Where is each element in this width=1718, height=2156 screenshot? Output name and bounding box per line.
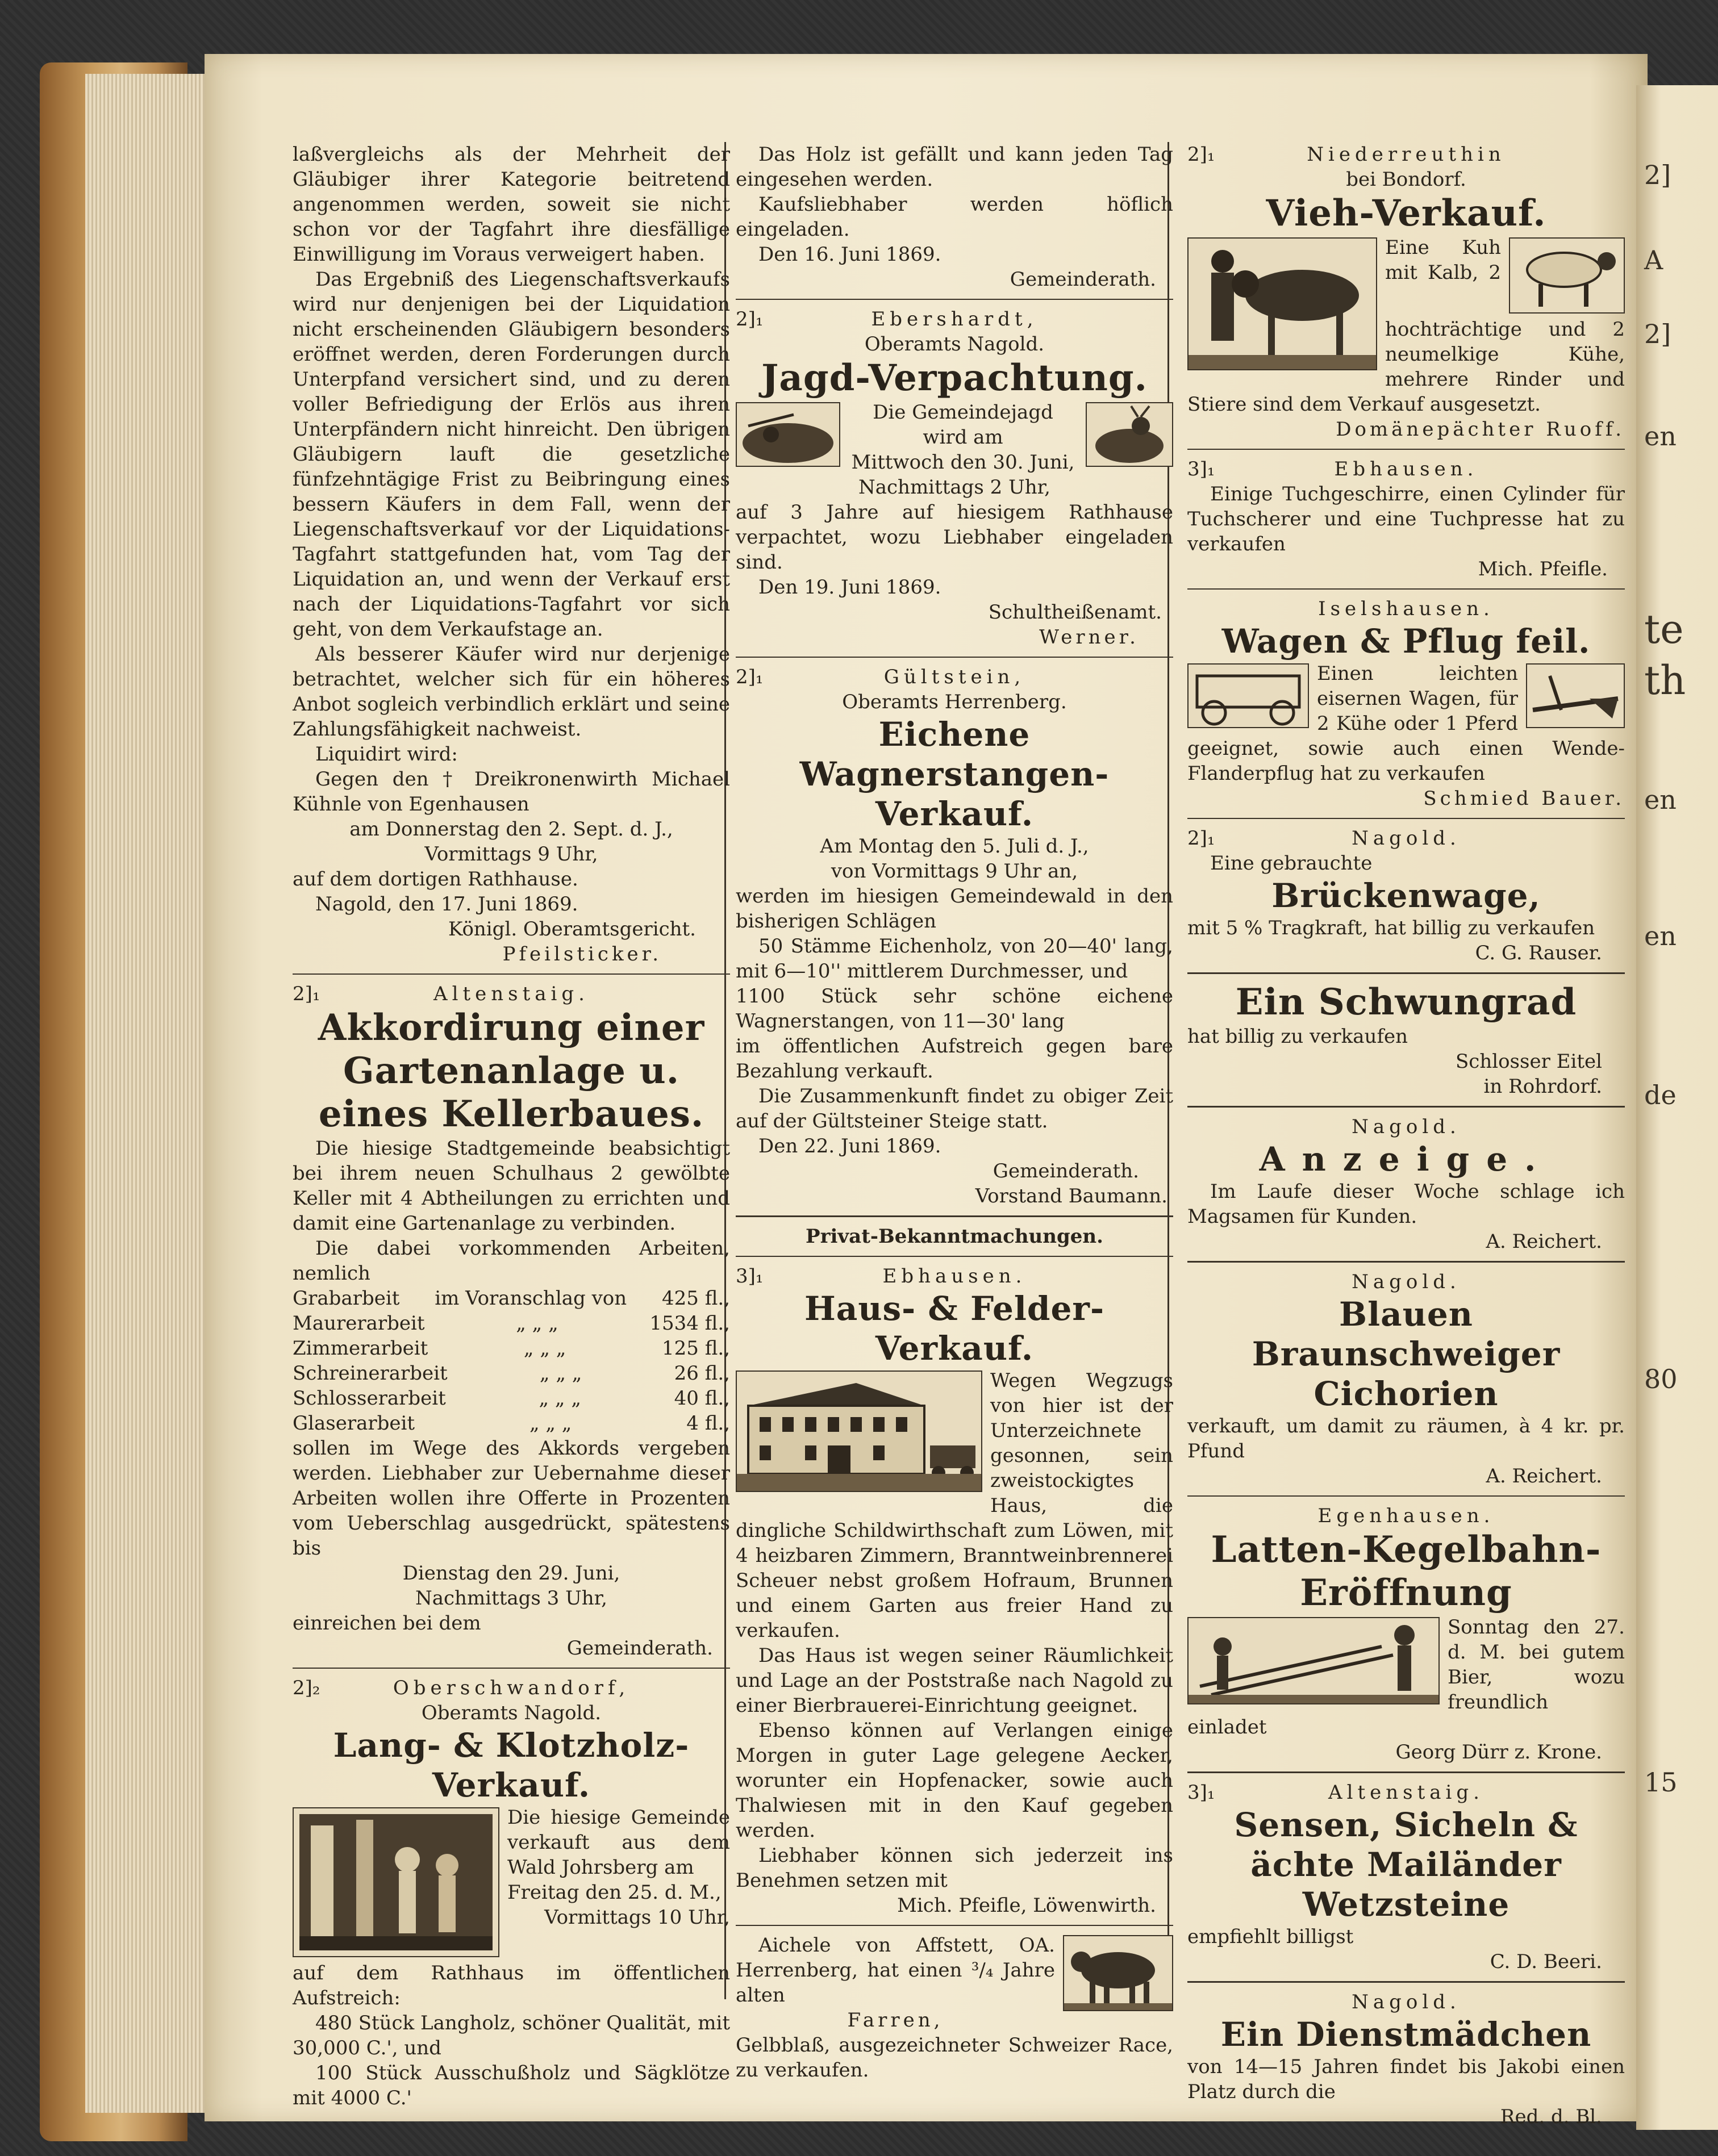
ad-subtitle: Oberamts Nagold.: [864, 333, 1045, 356]
ad-number: 2]₁: [736, 666, 764, 688]
woodcut-house-image: [736, 1371, 982, 1492]
estimate-label: „ „ „: [529, 1412, 572, 1435]
ad-wagnerstangen: [736, 665, 1173, 1209]
estimate-label: „ „ „: [539, 1387, 581, 1410]
column-3: [1187, 142, 1625, 2128]
signature: C. G. Rauser.: [1475, 942, 1602, 964]
divider: [736, 1925, 1173, 1926]
ad-title: Ein Dienstmädchen: [1220, 2015, 1592, 2054]
estimate-label: im Voranschlag von: [435, 1287, 627, 1310]
paragraph: werden im hiesigen Gemeindewald in den bisherigen Schlägen: [736, 885, 1173, 933]
paragraph: im öffentlichen Aufstreich gegen bare Bezahlung verkauft.: [736, 1035, 1173, 1083]
next-page-fragment: en: [1644, 921, 1677, 951]
ad-place: Iselshausen.: [1318, 598, 1494, 620]
ad-place: Egenhausen.: [1317, 1505, 1495, 1527]
paragraph: hat billig zu verkaufen: [1187, 1025, 1408, 1048]
woodcut-bowling-image: [1187, 1617, 1440, 1704]
item-line: 1100 Stück sehr schöne eichene Wagnerstangen, von 11—30' lang: [736, 985, 1173, 1033]
cost-value: 40 fl.,: [674, 1387, 730, 1410]
woodcut-wagon-image: [1187, 663, 1309, 728]
ad-title: Eichene Wagnerstangen-Verkauf.: [799, 715, 1110, 833]
ad-number: 3]₁: [1187, 458, 1215, 480]
estimate-label: „ „ „: [516, 1312, 558, 1335]
ad-title: Sensen, Sicheln & ächte Mailänder Wetzsteine: [1234, 1806, 1578, 1924]
divider: [1187, 1771, 1625, 1773]
divider: [1187, 449, 1625, 450]
date-line: Den 22. Juni 1869.: [758, 1135, 941, 1158]
ad-number: 3]₁: [1187, 1781, 1215, 1804]
cost-value: 1534 fl.,: [649, 1312, 730, 1335]
time-line: Nachmittags 2 Uhr,: [858, 476, 1050, 499]
ad-number: 2]₁: [1187, 827, 1215, 850]
authority: Königl. Oberamtsgericht.: [448, 918, 696, 941]
paragraph: Sonntag den 27. d. M. bei gutem Bier, wozu freundlich einladet: [1187, 1616, 1625, 1739]
paragraph: Aichele von Affstett, OA. Herrenberg, hat einen ³/₄ Jahre alten: [736, 1934, 1055, 2007]
signature: Domänepächter Ruoff.: [1336, 418, 1625, 441]
next-page-fragment: en: [1644, 784, 1677, 815]
woodcut-cow-image: [1509, 237, 1625, 314]
date-line: Den 19. Juni 1869.: [758, 576, 941, 599]
ad-place: Niederreuthin: [1307, 143, 1506, 166]
ad-title: Blauen Braunschweiger Cichorien: [1252, 1295, 1561, 1413]
place-date: Nagold, den 17. Juni 1869.: [315, 893, 578, 916]
ad-place: Oberschwandorf,: [393, 1677, 630, 1699]
time-line: Vormittags 10 Uhr,: [544, 1906, 730, 1929]
ad-title: Vieh-Verkauf.: [1266, 192, 1546, 235]
paragraph: empfiehlt billigst: [1187, 1925, 1354, 1948]
ad-subtitle: bei Bondorf.: [1346, 168, 1466, 191]
ad-place: Nagold.: [1352, 1271, 1461, 1293]
divider: [736, 657, 1173, 658]
ad-title: Brückenwage,: [1271, 876, 1541, 915]
divider: [1187, 1981, 1625, 1983]
cost-table: [293, 1286, 730, 1436]
signature: Mich. Pfeifle.: [1478, 558, 1608, 580]
paragraph: einreichen bei dem: [293, 1612, 481, 1635]
ad-akkordirung: [293, 981, 730, 1661]
paragraph: Das Holz ist gefällt und kann jeden Tag eingesehen werden.: [736, 143, 1173, 191]
cost-value: 425 fl.,: [662, 1287, 730, 1310]
estimate-label: „ „ „: [539, 1362, 582, 1385]
ad-title: Haus- & Felder-Verkauf.: [804, 1289, 1105, 1368]
work-type: Maurerarbeit: [293, 1312, 425, 1335]
next-page-fragment: de: [1644, 1080, 1677, 1110]
signature-place: in Rohrdorf.: [1483, 1075, 1602, 1098]
ad-title: Wagen & Pflug feil.: [1221, 622, 1591, 661]
ad-kegelbahn: [1187, 1503, 1625, 1765]
paragraph: von 14—15 Jahren findet bis Jakobi einen Platz durch die: [1187, 2055, 1625, 2103]
signature: Georg Dürr z. Krone.: [1395, 1741, 1602, 1764]
paragraph: Die Gemeindejagd wird am: [873, 401, 1053, 449]
paragraph: Eine gebrauchte: [1210, 852, 1373, 875]
ad-number: 2]₁: [736, 308, 764, 331]
divider: [293, 973, 730, 975]
divider: [1187, 1495, 1625, 1497]
paragraph: laßvergleichs als der Mehrheit der Gläubiger ihrer Kategorie beitretend angenommen werden, soweit sie nicht schon vor der Tagfahrt ihre diesfällige Einwilligung im Voraus verweigert haben.: [293, 143, 730, 266]
signature: C. D. Beeri.: [1490, 1950, 1602, 1973]
ad-place: Ebhausen.: [1334, 458, 1478, 480]
ad-place: Nagold.: [1352, 827, 1461, 850]
cost-row: [293, 1336, 730, 1361]
ad-place: Altenstaig.: [1328, 1781, 1484, 1804]
item-line: 480 Stück Langholz, schöner Qualität, mit 30,000 C.', und: [293, 2012, 731, 2059]
next-page-fragment: th: [1644, 657, 1686, 704]
paragraph: Wegen Wegzugs von hier ist der Unterzeichnete gesonnen, sein zweistockigtes Haus, die dingliche Schildwirthschaft zum Löwen, mit 4 heizbaren Zimmern, Branntweinbrennerei Scheuer nebst großem Hofraum, Brunnen und einem Garten aus freier Hand zu verkaufen.: [736, 1369, 1173, 1642]
paragraph: Liquidirt wird:: [315, 743, 458, 766]
next-page-fragment: A: [1644, 245, 1663, 275]
paragraph: mit 5 % Tragkraft, hat billig zu verkaufen: [1187, 917, 1595, 939]
ad-anzeige: [1187, 1114, 1625, 1254]
cost-value: 26 fl.,: [674, 1362, 730, 1385]
signature: Pfeilsticker.: [502, 943, 662, 966]
paragraph: Einige Tuchgeschirre, einen Cylinder für Tuchscherer und eine Tuchpresse hat zu verkaufen: [1187, 483, 1625, 555]
ad-hausverkauf: [736, 1264, 1173, 1918]
woodcut-bull-image: [1063, 1935, 1173, 2011]
ad-sensen: [1187, 1780, 1625, 1974]
divider: [736, 1215, 1173, 1217]
authority: Gemeinderath.: [993, 1160, 1139, 1183]
authority: Schultheißenamt.: [988, 601, 1162, 624]
ad-viehverkauf: [1187, 142, 1625, 442]
ad-schwungrad: [1187, 981, 1625, 1099]
cost-row: [293, 1286, 730, 1311]
paragraph: Die hiesige Stadtgemeinde beabsichtigt bei ihrem neuen Schulhaus 2 gewölbte Keller mit 4 Abtheilungen zu errichten und damit eine Gartenanlage zu verbinden.: [293, 1137, 730, 1235]
page-stack-edge: [85, 74, 216, 2113]
date-line: Mittwoch den 30. Juni,: [851, 451, 1075, 474]
divider: [1187, 818, 1625, 819]
ad-place: Altenstaig.: [433, 983, 589, 1005]
time-line: Nachmittags 3 Uhr,: [415, 1587, 607, 1610]
signature: Schlosser Eitel: [1455, 1050, 1602, 1073]
ad-place: Gültstein,: [883, 666, 1025, 688]
ad-subtitle: Oberamts Herrenberg.: [842, 691, 1067, 713]
ad-place: Ebershardt,: [871, 308, 1038, 331]
ad-number: 2]₂: [293, 1677, 320, 1699]
time-line: von Vormittags 9 Uhr an,: [831, 860, 1078, 883]
woodcut-plough-image: [1526, 663, 1625, 728]
divider: [736, 299, 1173, 300]
ad-wagen-pflug: [1187, 596, 1625, 811]
woodcut-hunter-image: [736, 402, 840, 467]
divider: [736, 1256, 1173, 1257]
ad-title: Anzeige.: [1259, 1140, 1553, 1179]
cost-row: [293, 1361, 730, 1386]
cost-row: [293, 1411, 730, 1436]
ad-title: Latten-Kegelbahn-Eröffnung: [1211, 1528, 1602, 1614]
ad-title: Akkordirung einer Gartenanlage u. eines Kellerbaues.: [318, 1006, 705, 1135]
signature: Mich. Pfeifle, Löwenwirth.: [897, 1894, 1156, 1917]
paragraph: sollen im Wege des Akkords vergeben werden. Liebhaber zur Uebernahme dieser Arbeiten wollen ihre Offerte in Prozenten vom Ueberschlag ausgedrückt, spätestens bis: [293, 1437, 730, 1560]
date-line: Freitag den 25. d. M.,: [507, 1881, 722, 1904]
ad-tuchgeschirre: [1187, 457, 1625, 582]
woodcut-cattle-image: [1187, 237, 1377, 370]
divider: [1187, 1261, 1625, 1263]
paragraph: Die dabei vorkommenden Arbeiten, nemlich: [293, 1237, 730, 1285]
column-2: [736, 142, 1173, 2082]
paragraph: Als besserer Käufer wird nur derjenige betrachtet, welcher sich für ein höheres Anbot sogleich verbindlich erklärt und seine Zahlungsfähigkeit nachweist.: [293, 643, 730, 741]
ad-brueckenwage: [1187, 826, 1625, 966]
date-line: Dienstag den 29. Juni,: [402, 1562, 620, 1585]
work-type: Schlosserarbeit: [293, 1387, 446, 1410]
date-line: am Donnerstag den 2. Sept. d. J.,: [349, 818, 673, 841]
ad-title: Jagd-Verpachtung.: [761, 357, 1148, 399]
item-line: 50 Stämme Eichenholz, von 20—40' lang, mit 6—10'' mittlerem Durchmesser, und: [736, 935, 1173, 983]
ad-number: 3]₁: [736, 1265, 764, 1288]
next-page-edge: [1636, 85, 1718, 2130]
signature: Red. d. Bl.: [1500, 2105, 1602, 2128]
paragraph: Im Laufe dieser Woche schlage ich Magsamen für Kunden.: [1187, 1180, 1625, 1228]
ad-dienstmaedchen: [1187, 1990, 1625, 2129]
ad-subtitle: Oberamts Nagold.: [421, 1702, 602, 1724]
paragraph: Die Zusammenkunft findet zu obiger Zeit auf der Gültsteiner Steige statt.: [736, 1085, 1173, 1133]
section-heading: Privat-Bekanntmachungen.: [806, 1225, 1103, 1248]
cost-value: 4 fl.,: [686, 1412, 730, 1435]
signature: Gemeinderath.: [566, 1637, 713, 1660]
cost-value: 125 fl.,: [662, 1337, 730, 1360]
item-line: Farren,: [847, 2009, 944, 2032]
ad-title: Ein Schwungrad: [1235, 981, 1577, 1023]
work-type: Grabarbeit: [293, 1287, 400, 1310]
signature: Vorstand Baumann.: [975, 1185, 1167, 1207]
ad-jagd: [736, 307, 1173, 650]
ad-number: 2]₁: [1187, 143, 1215, 166]
ad-holzverkauf: [293, 1676, 730, 2111]
woodcut-deer-image: [1086, 402, 1173, 467]
paragraph: Kaufsliebhaber werden höflich eingeladen.: [736, 193, 1173, 241]
ad-place: Ebhausen.: [882, 1265, 1027, 1288]
signature: Gemeinderath.: [1010, 268, 1156, 291]
next-page-fragment: 80: [1644, 1364, 1678, 1394]
woodcut-forest-image: [293, 1807, 499, 1957]
paragraph: Gegen den † Dreikronenwirth Michael Kühnle von Egenhausen: [293, 768, 730, 816]
cost-row: [293, 1386, 730, 1411]
work-type: Glaserarbeit: [293, 1412, 415, 1435]
signature: A. Reichert.: [1486, 1465, 1602, 1488]
paragraph: Einen leichten eisernen Wagen, für 2 Kühe oder 1 Pferd geeignet, sowie auch einen Wende-Flanderpflug hat zu verkaufen: [1187, 662, 1625, 785]
paragraph: Eine Kuh mit Kalb, 2 hochträchtige und 2 neumelkige Kühe, mehrere Rinder und Stiere sind dem Verkauf ausgesetzt.: [1187, 236, 1625, 416]
date-line: Den 16. Juni 1869.: [758, 243, 941, 266]
next-page-fragment: 15: [1644, 1767, 1678, 1798]
ad-place: Nagold.: [1352, 1991, 1461, 2013]
divider: [1187, 588, 1625, 590]
paragraph: auf 3 Jahre auf hiesigem Rathhause verpachtet, wozu Liebhaber eingeladen sind.: [736, 501, 1173, 574]
paragraph: Das Ergebniß des Liegenschaftsverkaufs wird nur denjenigen bei der Liquidation nicht erscheinenden Gläubigern besonders eröffnet werden, deren Forderungen durch Unterpfand versichert sind, und zu deren voller Befriedigung der Erlös aus ihren Unterpfändern nicht hinreicht. Den übrigen Gläubigern lauft die gesetzliche fünfzehntägige Frist zu Beibringung eines bessern Käufers in dem Fall, wenn der Liegenschaftsverkauf vor der Liquidations-Tagfahrt stattgefunden hat, vom Tag der Liquidation an, und wenn der Verkauf erst nach der Liquidations-Tagfahrt vor sich geht, von dem Verkaufstage an.: [293, 268, 730, 641]
paragraph: Gelbblaß, ausgezeichneter Schweizer Race, zu verkaufen.: [736, 2034, 1173, 2082]
next-page-fragment: en: [1644, 421, 1677, 452]
date-line: Am Montag den 5. Juli d. J.,: [820, 835, 1089, 858]
work-type: Schreinerarbeit: [293, 1362, 448, 1385]
paragraph: Ebenso können auf Verlangen einige Morgen in guter Lage gelegene Aecker, worunter ein Hopfenacker, sowie auch Thalwiesen mit in den Kauf gegeben werden.: [736, 1719, 1173, 1842]
paragraph: auf dem Rathhaus im öffentlichen Aufstreich:: [293, 1962, 730, 2009]
next-page-fragment: 2]: [1644, 319, 1671, 349]
next-page-fragment: 2]: [1644, 160, 1671, 190]
paragraph: auf dem dortigen Rathhause.: [293, 868, 578, 891]
ad-farren: [736, 1933, 1173, 2083]
paragraph: Liebhaber können sich jederzeit ins Benehmen setzen mit: [736, 1844, 1173, 1892]
signature: Werner.: [1039, 626, 1139, 649]
divider: [1187, 972, 1625, 974]
paragraph: Die hiesige Gemeinde verkauft aus dem Wald Johrsberg am: [507, 1806, 730, 1879]
signature: A. Reichert.: [1486, 1230, 1602, 1253]
column-1: [293, 142, 731, 2109]
ad-number: 2]₁: [293, 983, 320, 1005]
time-line: Vormittags 9 Uhr,: [424, 843, 598, 866]
ad-place: Nagold.: [1352, 1115, 1461, 1138]
cost-row: [293, 1311, 730, 1336]
ad-title: Lang- & Klotzholz-Verkauf.: [333, 1726, 690, 1804]
divider: [293, 1668, 730, 1669]
item-line: 100 Stück Ausschußholz und Sägklötze mit 4000 C.': [293, 2062, 730, 2109]
paragraph: Das Haus ist wegen seiner Räumlichkeit und Lage an der Poststraße nach Nagold zu einer Bierbrauerei-Einrichtung geeignet.: [736, 1644, 1173, 1717]
signature: Schmied Bauer.: [1423, 787, 1625, 810]
paragraph: verkauft, um damit zu räumen, à 4 kr. pr. Pfund: [1187, 1415, 1625, 1463]
ad-cichorien: [1187, 1269, 1625, 1489]
next-page-fragment: te: [1644, 606, 1684, 653]
divider: [1187, 1106, 1625, 1108]
work-type: Zimmerarbeit: [293, 1337, 428, 1360]
estimate-label: „ „ „: [523, 1337, 566, 1360]
